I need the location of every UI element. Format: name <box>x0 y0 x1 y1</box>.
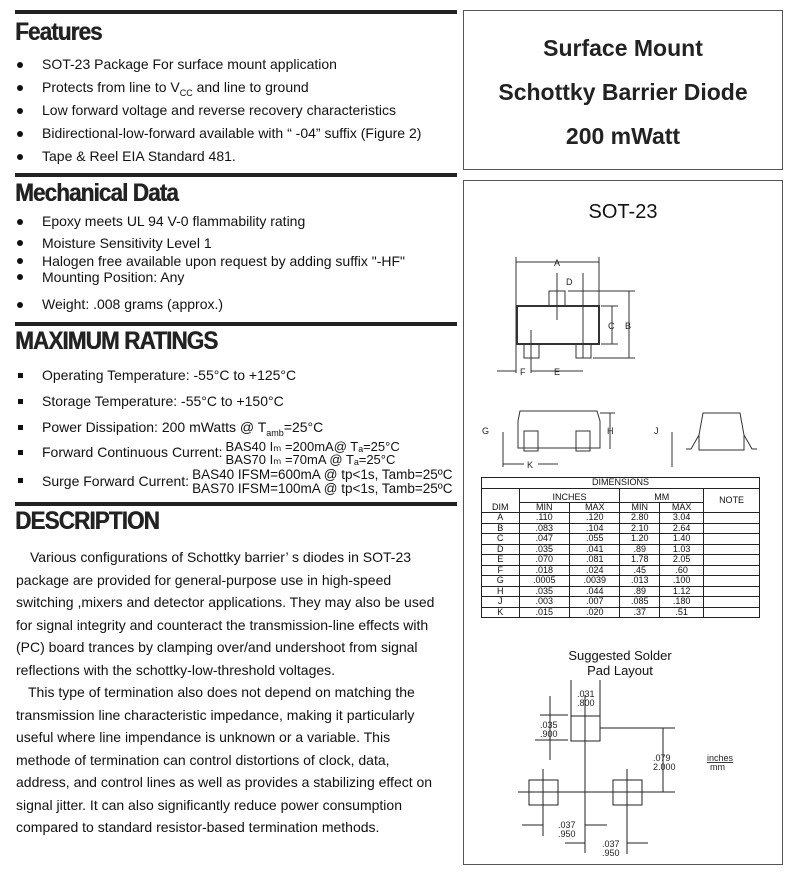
table-row <box>482 544 760 555</box>
table-cell: B <box>482 523 520 534</box>
svg-text:F: F <box>520 367 526 377</box>
svg-text:inches: inches <box>707 753 734 763</box>
table-cell: 2.10 <box>620 523 660 534</box>
features-heading: Features <box>15 18 102 46</box>
table-row <box>482 607 760 618</box>
table-cell: .041 <box>569 544 619 555</box>
svg-text:.900: .900 <box>540 729 558 739</box>
svg-text:B: B <box>625 321 632 331</box>
table-cell: .085 <box>620 597 660 608</box>
list-item: Surge Forward Current: BAS40 IFSM=600mA @ tp<1s, Tamb=25ºC BAS70 IFSM=100mA @ tp<1s, Tamb=25ºC <box>15 466 452 496</box>
svg-text:C: C <box>608 321 615 331</box>
table-cell: .015 <box>519 607 569 618</box>
svg-text:.031: .031 <box>577 689 595 699</box>
list-item: Power Dissipation: 200 mWatts @ $T_{amb}=25^\circ C$ <box>15 416 452 438</box>
table-cell: 1.20 <box>620 534 660 545</box>
table-cell: .89 <box>620 586 660 597</box>
table-row <box>482 576 760 587</box>
list-item: Tape & Reel EIA Standard 481. <box>15 145 421 168</box>
table-cell: .044 <box>569 586 619 597</box>
description-heading: DESCRIPTION <box>15 507 159 535</box>
description-body: Various configurations of Schottky barrier’ s diodes in SOT-23 package are provided for general-purpose use in high-speed switching ,mixers and detector applications. They may also be used for signal integrity and counteract the transmission-line effects with (PC) board trances by clamping over/and undershoot from signal reflections with the schottky-low-threshold voltages. This type of termination also does not depend on matching the transmission line characteristic impedance, making it particularly useful where line impendance is unknown or a variable. This methode of termination can control distortions of clock, data, address, and control lines as well as provides a stabilizing effect on signal jitter. It can also significantly reduce power consumption compared to standard resistor-based termination methods. <box>16 549 435 835</box>
product-title-box <box>463 10 783 170</box>
table-cell: .070 <box>519 555 569 566</box>
table-row <box>482 586 760 597</box>
table-cell: .018 <box>519 565 569 576</box>
list-item: Weight: .008 grams (approx.) <box>15 293 405 316</box>
list-item: Epoxy meets UL 94 V-0 flammability rating <box>15 210 405 233</box>
table-cell: E <box>482 555 520 566</box>
svg-text:.079: .079 <box>653 753 671 763</box>
svg-text:H: H <box>607 426 614 436</box>
svg-text:.037: .037 <box>558 820 576 830</box>
table-cell: .110 <box>519 513 569 524</box>
table-cell: K <box>482 607 520 618</box>
svg-text:2.000: 2.000 <box>653 762 676 772</box>
table-cell: A <box>482 513 520 524</box>
table-cell: G <box>482 576 520 587</box>
list-item: Forward Continuous Current: BAS40 Iₘ =200mA@ Tₐ=25°C BAS70 Iₘ =70mA @ Tₐ=25°C <box>15 438 452 466</box>
table-row <box>482 565 760 576</box>
table-row <box>482 513 760 524</box>
section-rule <box>15 173 457 177</box>
svg-text:J: J <box>654 426 659 436</box>
table-cell: 3.04 <box>660 513 704 524</box>
table-cell: .035 <box>519 544 569 555</box>
list-item: Moisture Sensitivity Level 1 <box>15 233 405 253</box>
list-item: Halogen free available upon request by adding suffix "-HF" <box>15 253 405 269</box>
table-cell: .180 <box>660 597 704 608</box>
table-cell: 2.64 <box>660 523 704 534</box>
table-cell: .60 <box>660 565 704 576</box>
table-cell: C <box>482 534 520 545</box>
list-item: SOT-23 Package For surface mount application <box>15 53 421 76</box>
package-name: SOT-23 <box>588 201 658 223</box>
table-cell: .120 <box>569 513 619 524</box>
package-drawing <box>470 245 780 475</box>
ratings-list <box>15 364 452 496</box>
table-cell: J <box>482 597 520 608</box>
list-item: Storage Temperature: -55°C to +150°C <box>15 390 452 416</box>
table-cell: .003 <box>519 597 569 608</box>
table-cell: .020 <box>569 607 619 618</box>
table-cell: 1.03 <box>660 544 704 555</box>
section-rule <box>15 502 457 506</box>
table-cell: 1.78 <box>620 555 660 566</box>
table-cell: 2.05 <box>660 555 704 566</box>
list-item: Low forward voltage and reverse recovery characteristics <box>15 99 421 122</box>
table-row <box>482 534 760 545</box>
svg-text:.037: .037 <box>602 839 620 849</box>
ratings-heading: MAXIMUM RATINGS <box>15 327 218 355</box>
table-cell: .51 <box>660 607 704 618</box>
table-cell: 2.80 <box>620 513 660 524</box>
table-cell: .89 <box>620 544 660 555</box>
list-item: Mounting Position: Any <box>15 269 405 293</box>
svg-text:E: E <box>554 367 561 377</box>
table-cell: .081 <box>569 555 619 566</box>
table-cell: .035 <box>519 586 569 597</box>
section-rule <box>15 10 457 14</box>
svg-text:K: K <box>527 460 534 470</box>
pad-layout-title: Suggested Solder Pad Layout <box>568 648 672 678</box>
svg-text:.950: .950 <box>602 848 620 858</box>
table-cell: 1.12 <box>660 586 704 597</box>
table-cell: .083 <box>519 523 569 534</box>
table-row <box>482 597 760 608</box>
table-cell: .007 <box>569 597 619 608</box>
list-item: Bidirectional-low-forward available with “ -04” suffix (Figure 2) <box>15 122 421 145</box>
section-rule <box>15 322 457 326</box>
table-cell: .100 <box>660 576 704 587</box>
list-item: Protects from line to $V_{CC}$ and line to ground <box>15 76 421 99</box>
table-cell: F <box>482 565 520 576</box>
list-item: Operating Temperature: -55°C to +125°C <box>15 364 452 390</box>
table-cell: .047 <box>519 534 569 545</box>
svg-text:.800: .800 <box>577 698 595 708</box>
table-cell: .024 <box>569 565 619 576</box>
table-row <box>482 555 760 566</box>
table-cell: 1.40 <box>660 534 704 545</box>
pad-layout-drawing <box>480 680 780 870</box>
table-cell: .013 <box>620 576 660 587</box>
table-cell: H <box>482 586 520 597</box>
svg-text:.950: .950 <box>558 829 576 839</box>
table-row <box>482 523 760 534</box>
svg-text:.035: .035 <box>540 720 558 730</box>
table-cell: .0005 <box>519 576 569 587</box>
mechanical-list <box>15 210 405 316</box>
table-cell: .37 <box>620 607 660 618</box>
svg-text:D: D <box>566 277 573 287</box>
table-cell: D <box>482 544 520 555</box>
table-cell: .0039 <box>569 576 619 587</box>
svg-text:mm: mm <box>710 762 725 772</box>
table-cell: .45 <box>620 565 660 576</box>
dimensions-table: DIMENSIONS INCHES MM NOTE DIM MIN MAX MIN MAX A .110 .120 2.80 3.04 B .083 .104 2.10 2.64 C .047 .055 1.20 1.40 D .035 .041 .89 1.03 E .070 .081 1.78 2.05 F .018 .024 .45 .60 G .0005 .0039 .013 .100 H .035 .044 .89 1.12 J .003 .007 .085 .180 K .015 .020 .37 .51 <box>481 477 760 618</box>
features-list <box>15 53 421 168</box>
table-cell: .104 <box>569 523 619 534</box>
mechanical-heading: Mechanical Data <box>15 179 178 207</box>
svg-text:G: G <box>482 426 490 436</box>
product-title: Surface Mount Schottky Barrier Diode 200 mWatt <box>498 35 748 149</box>
svg-text:A: A <box>554 258 561 268</box>
table-cell: .055 <box>569 534 619 545</box>
